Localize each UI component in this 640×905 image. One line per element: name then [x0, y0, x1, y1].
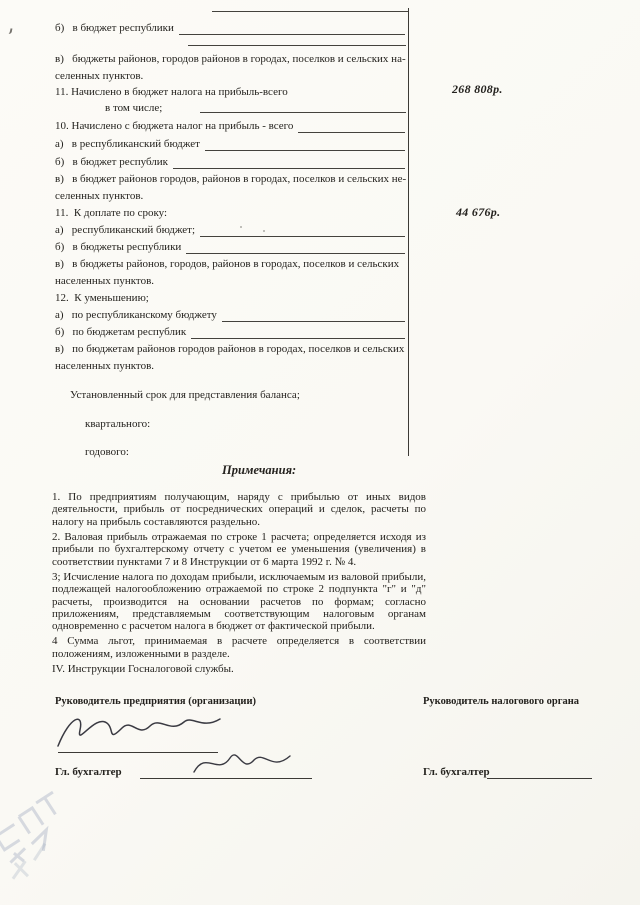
form-line-label: годового: [85, 446, 129, 458]
form-line [85, 446, 405, 459]
form-line [55, 86, 405, 99]
form-line-label: населенных пунктов. [55, 275, 155, 287]
scan-speck [263, 230, 265, 232]
form-line-label: в) по бюджетам районов городов районов в городах, поселков и сельских [55, 343, 405, 355]
fill-in-blank [200, 225, 405, 237]
director-title-right: Руководитель налогового органа [423, 696, 580, 707]
fill-in-blank [191, 327, 405, 339]
form-line-label: селенных пунктов. [55, 70, 144, 82]
form-line-label: б) в бюджет республики [55, 22, 174, 34]
form-line-label: б) в бюджет республик [55, 156, 169, 168]
fill-in-blank [173, 157, 405, 169]
form-line [55, 53, 405, 66]
amount-surcharge-due: 44 676р. [456, 205, 501, 219]
form-line [55, 22, 405, 35]
form-line [55, 138, 405, 151]
chief-accountant-label-left: Гл. бухгалтер [55, 766, 122, 778]
scan-speck [240, 226, 242, 228]
accountant-signature [188, 746, 298, 780]
form-line [105, 102, 405, 115]
note-paragraph: 4 Сумма льгот, принимаемая в расчете определяется в соответствии положениям, изложенными в разделе. [52, 635, 426, 660]
notes-block [52, 491, 426, 678]
form-line-label: Установленный срок для представления баланса; [70, 389, 300, 401]
scan-speck [6, 28, 12, 35]
form-line-label: селенных пунктов. [55, 190, 144, 202]
fill-in-line [212, 11, 408, 12]
form-line [55, 343, 405, 356]
chief-accountant-label-right: Гл. бухгалтер [423, 766, 490, 778]
form-line-label: в) бюджеты районов, городов районов в городах, поселков и сельских на- [55, 53, 406, 65]
form-line [55, 173, 405, 186]
director-title-left: Руководитель предприятия (организации) [55, 696, 257, 707]
form-line [55, 241, 405, 254]
form-line [55, 207, 405, 220]
form-line [55, 292, 405, 305]
column-divider-line [408, 8, 409, 456]
form-line [55, 70, 405, 83]
form-line [55, 120, 405, 133]
form-line-label: 10. Начислено с бюджета налог на прибыль - всего [55, 120, 294, 132]
form-line-label: 11. К доплате по сроку: [55, 207, 168, 219]
fill-in-blank [205, 139, 405, 151]
fill-in-blank [179, 23, 405, 35]
form-line-label: б) по бюджетам республик [55, 326, 187, 338]
form-line [55, 224, 405, 237]
form-line-label: в том числе; [105, 102, 163, 114]
note-paragraph: IV. Инструкции Госналоговой службы. [52, 663, 234, 676]
form-line [55, 275, 405, 288]
form-line [55, 156, 405, 169]
fill-in-blank [298, 121, 405, 133]
fill-in-line [200, 112, 406, 113]
note-paragraph: 3; Исчисление налога по доходам прибыли, исключаемым из валовой прибыли, подлежащей налогообложению отражаемой по строке 2 подпункта "г" и "д" расчеты, производится на основании расчетов по формам; согласно приложениям, представляемым соответствующим налоговым органам одновременно с расчетом налога в бюджет от фактической прибыли. [52, 570, 426, 633]
note-paragraph: 1. По предприятиям получающим, наряду с прибылью от иных видов деятельности, прибыль от посреднических операций и сделок, расчеты по налогу на прибыль составляются раздельно. [52, 491, 426, 528]
fill-in-blank [222, 310, 405, 322]
notes-heading: Примечания: [222, 463, 297, 477]
signature-line [487, 778, 592, 779]
form-line [55, 190, 405, 203]
form-line [55, 326, 405, 339]
amount-accrued-total: 268 808р. [452, 82, 503, 96]
fill-in-blank [186, 242, 405, 254]
form-line [55, 360, 405, 373]
form-line-label: а) по республиканскому бюджету [55, 309, 217, 321]
form-line-label: в) в бюджеты районов, городов, районов в городах, поселков и сельских [55, 258, 400, 270]
form-line-label: б) в бюджеты республики [55, 241, 182, 253]
note-paragraph: 2. Валовая прибыль отражаемая по строке 1 расчета; определяется исходя из прибыли по бухгалтерскому отчету с учетом ее уменьшения (увеличения) в соответствии пунктами 7 и 8 Инструкции от 6 марта 1992 г. № 4. [52, 530, 426, 568]
form-line-label: населенных пунктов. [55, 360, 155, 372]
form-line [55, 258, 405, 271]
form-line-label: 11. Начислено в бюджет налога на прибыль-всего [55, 86, 288, 98]
form-line-label: а) в республиканский бюджет [55, 138, 200, 150]
fill-in-line [188, 45, 406, 46]
signature-line [140, 778, 312, 779]
form-line-label: а) республиканский бюджет; [55, 224, 196, 236]
form-line [55, 309, 405, 322]
form-line-label: квартального: [85, 418, 151, 430]
form-line-label: в) в бюджет районов городов, районов в городах, поселков и сельских не- [55, 173, 407, 185]
form-line [70, 389, 405, 402]
form-line-label: 12. К уменьшению; [55, 292, 149, 304]
form-line [85, 418, 405, 431]
